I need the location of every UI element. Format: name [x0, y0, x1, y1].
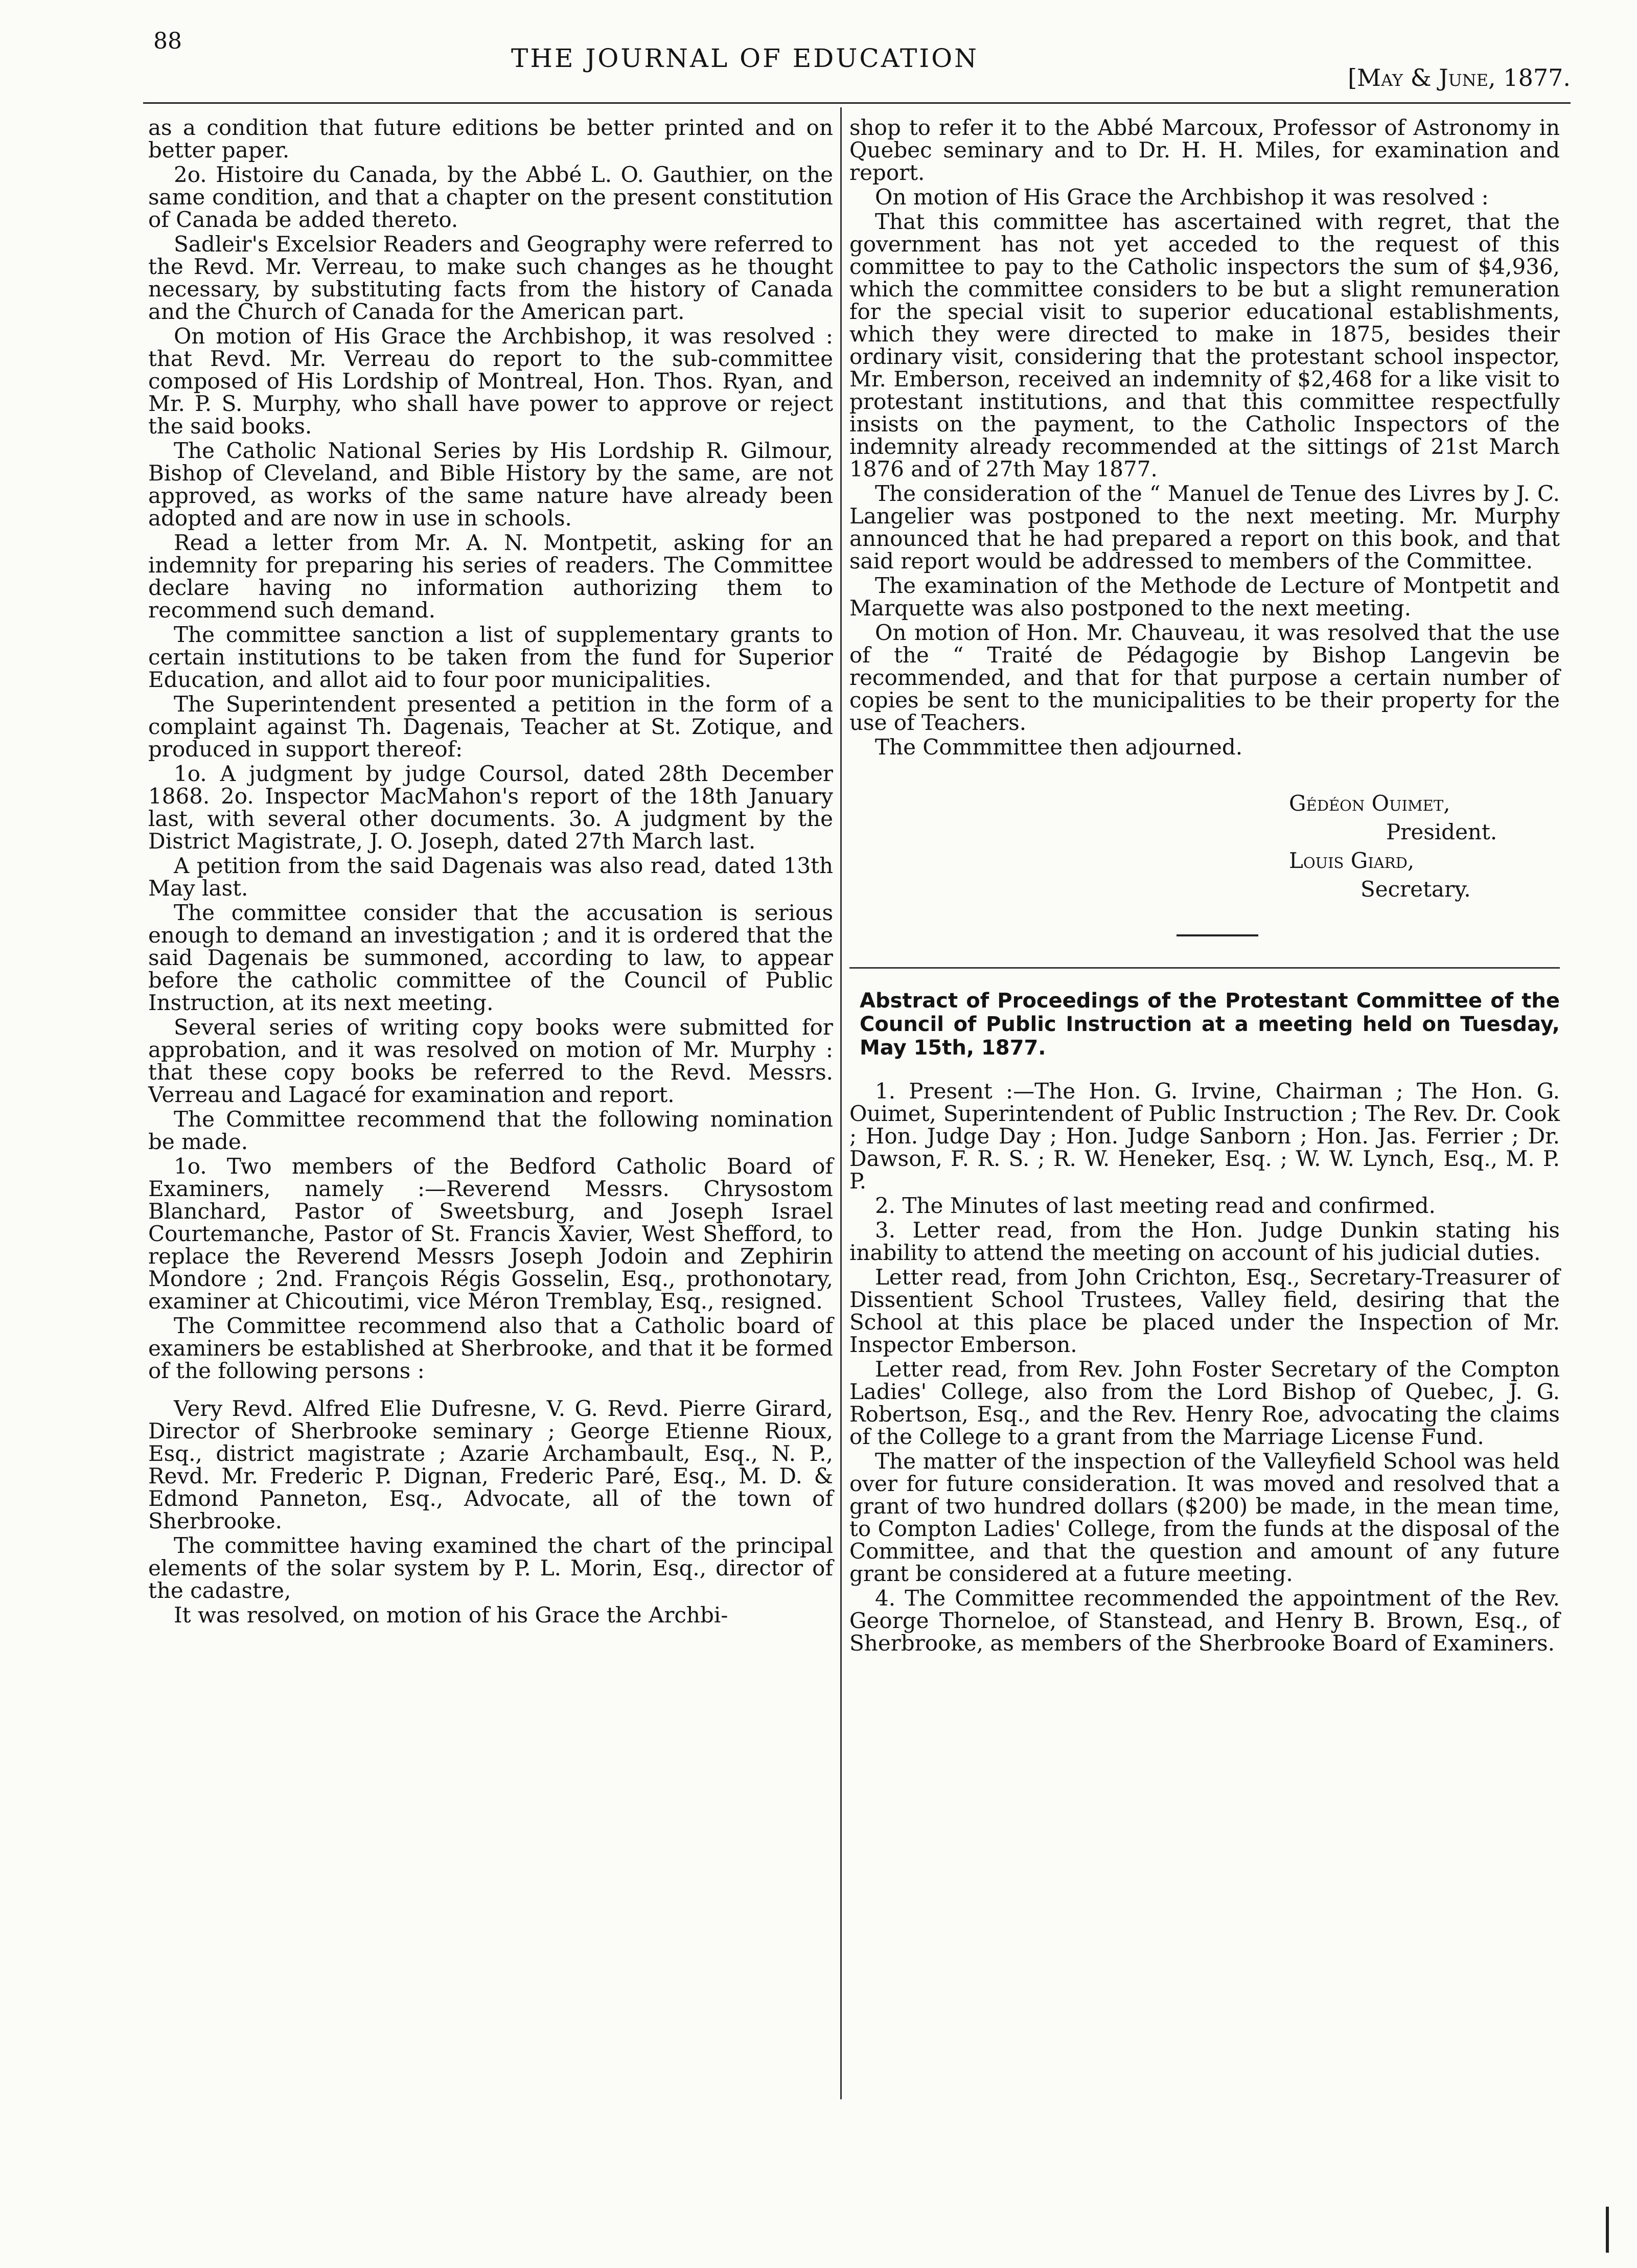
paragraph: That this committee has ascertained with regret, that the government has not yet acceded to the request of this committee to pay to the Catholic inspectors the sum of $4,936, which the committee considers to be but a slight remuneration for the special visit to superior educational establishments, which they were directed to make in 1875, besides their ordinary visit, considering that the protestant school inspector, Mr. Emberson, received an indemnity of $2,468 for a like visit to protestant institutions, and that this committee respectfully insists on the payment, to the Catholic Inspectors of the indemnity already recommended at the sittings of 21st March 1876 and of 27th May 1877.: [849, 209, 1560, 482]
paragraph: The committee consider that the accusation is serious enough to demand an investigation ; and it is ordered that the said Dagenais be summoned, according to law, to appear before the catholic committee of the Council of Public Instruction, at its next meeting.: [148, 900, 833, 1015]
running-title: THE JOURNAL OF EDUCATION: [511, 43, 979, 73]
paragraph: shop to refer it to the Abbé Marcoux, Professor of Astronomy in Quebec seminary and to Dr. H. H. Miles, for examination and report.: [849, 115, 1560, 185]
paragraph: On motion of Hon. Mr. Chauveau, it was resolved that the use of the “ Traité de Pédagogie by Bishop Langevin be recommended, and that for that purpose a certain number of copies be sent to the municipalities to be their property for the use of Teachers.: [849, 620, 1560, 735]
section-rule-short: [1177, 934, 1258, 936]
paragraph: The Committee recommend also that a Catholic board of examiners be established at Sherbrooke, and that it be formed of the following persons :: [148, 1313, 833, 1383]
issue-year: 1877.: [1503, 64, 1571, 91]
paragraph: The consideration of the “ Manuel de Tenue des Livres by J. C. Langelier was postponed to the next meeting. Mr. Murphy announced that he had prepared a report on this book, and that said report would be addressed to members of the Committee.: [849, 481, 1560, 574]
paragraph: The examination of the Methode de Lecture of Montpetit and Marquette was also postponed to the next meeting.: [849, 573, 1560, 621]
section-rule-full: [849, 967, 1560, 969]
paragraph: 2. The Minutes of last meeting read and confirmed.: [875, 1193, 1436, 1218]
paragraph: The committee sanction a list of supplementary grants to certain institutions to be taken from the fund for Superior Education, and allot aid to four poor municipalities.: [148, 622, 833, 692]
column-divider: [840, 107, 842, 2099]
paragraph: 2o. Histoire du Canada, by the Abbé L. O. Gauthier, on the same condition, and that a chapter on the present constitution of Canada be added thereto.: [148, 162, 833, 232]
paragraph: The matter of the inspection of the Valleyfield School was held over for future consideration. It was moved and resolved that a grant of two hundred dollars ($200) be made, in the mean time, to Compton Ladies' College, from the funds at the disposal of the Committee, and that the question and amount of any future grant be considered at a future meeting.: [849, 1449, 1560, 1586]
paragraph: Several series of writing copy books were submitted for approbation, and it was resolved on motion of Mr. Murphy : that these copy books be referred to the Revd. Messrs. Verreau and Lagacé for examination and report.: [148, 1015, 833, 1107]
issue-date: [1348, 64, 1571, 91]
paragraph: The Commmittee then adjourned.: [875, 735, 1243, 760]
paragraph: 1o. Two members of the Bedford Catholic Board of Examiners, namely :—Reverend Messrs. Chrysostom Blanchard, Pastor of Sweetsburg, and Joseph Israel Courtemanche, Pastor of St. Francis Xavier, West Shefford, to replace the Reverend Messrs Joseph Jodoin and Zephirin Mondore ; 2nd. François Régis Gosselin, Esq., prothonotary, examiner at Chicoutimi, vice Méron Tremblay, Esq., resigned.: [148, 1154, 833, 1314]
secretary-title: Secretary.: [1361, 877, 1471, 902]
paragraph: as a condition that future editions be better printed and on better paper.: [148, 115, 833, 163]
paragraph: 1o. A judgment by judge Coursol, dated 28th December 1868. 2o. Inspector MacMahon's report of the 18th January last, with several other documents. 3o. A judgment by the District Magistrate, J. O. Joseph, dated 27th March last.: [148, 761, 833, 854]
paragraph: The Superintendent presented a petition in the form of a complaint against Th. Dagenais, Teacher at St. Zotique, and produced in support thereof:: [148, 692, 833, 762]
ink-mark: [1606, 2207, 1609, 2253]
paragraph: 1. Present :—The Hon. G. Irvine, Chairman ; The Hon. G. Ouimet, Superintendent of Public Instruction ; The Rev. Dr. Cook ; Hon. Judge Day ; Hon. Judge Sanborn ; Hon. Jas. Ferrier ; Dr. Dawson, F. R. S. ; R. W. Heneker, Esq. ; W. W. Lynch, Esq., M. P. P.: [849, 1079, 1560, 1194]
left-column: [148, 117, 833, 1629]
paragraph: Letter read, from John Crichton, Esq., Secretary-Treasurer of Dissentient School Trustees, Valley field, desiring that the School at this place be placed under the Inspection of Mr. Inspector Emberson.: [849, 1265, 1560, 1357]
paragraph: Very Revd. Alfred Elie Dufresne, V. G. Revd. Pierre Girard, Director of Sherbrooke seminary ; George Etienne Rioux, Esq., district magistrate ; Azarie Archambault, Esq., N. P., Revd. Mr. Frederic P. Dignan, Frederic Paré, Esq., M. D. & Edmond Panneton, Esq., Advocate, all of the town of Sherbrooke.: [148, 1396, 833, 1533]
paragraph: A petition from the said Dagenais was also read, dated 13th May last.: [148, 853, 833, 901]
right-column: [849, 117, 1560, 1657]
paragraph: Read a letter from Mr. A. N. Montpetit, asking for an indemnity for preparing his series of readers. The Committee declare having no information authorizing them to recommend such demand.: [148, 530, 833, 623]
president-title: President.: [1386, 819, 1497, 844]
paragraph: On motion of His Grace the Archbishop it was resolved :: [875, 185, 1489, 210]
paragraph: Sadleir's Excelsior Readers and Geography were referred to the Revd. Mr. Verreau, to make such changes as he thought necessary, by substituting facts from the history of Canada and the Church of Canada for the American part.: [148, 232, 833, 324]
issue-month: [May & June,: [1348, 64, 1496, 91]
secretary-name: Louis Giard,: [1289, 848, 1415, 873]
paragraph: Letter read, from Rev. John Foster Secretary of the Compton Ladies' College, also from the Lord Bishop of Quebec, J. G. Robertson, Esq., and the Rev. Henry Roe, advocating the claims of the College to a grant from the Marriage License Fund.: [849, 1357, 1560, 1449]
paragraph: The Committee recommend that the following nomination be made.: [148, 1107, 833, 1154]
paragraph: The committee having examined the chart of the principal elements of the solar system by P. L. Morin, Esq., director of the cadastre,: [148, 1533, 833, 1603]
paragraph: 4. The Committee recommended the appointment of the Rev. George Thorneloe, of Stanstead, and Henry B. Brown, Esq., of Sherbrooke, as members of the Sherbrooke Board of Examiners.: [849, 1586, 1560, 1656]
page-number: 88: [153, 28, 182, 54]
paragraph: The Catholic National Series by His Lordship R. Gilmour, Bishop of Cleveland, and Bible History by the same, are not approved, as works of the same nature have already been adopted and are now in use in schools.: [148, 438, 833, 531]
abstract-heading: Abstract of Proceedings of the Protestant Committee of the Council of Public Instruction at a meeting held on Tuesday, May 15th, 1877.: [860, 989, 1560, 1060]
paragraph: It was resolved, on motion of his Grace the Archbi-: [174, 1602, 728, 1628]
paragraph: On motion of His Grace the Archbishop, it was resolved : that Revd. Mr. Verreau do report to the sub-committee composed of His Lordship of Montreal, Hon. Thos. Ryan, and Mr. P. S. Murphy, who shall have power to approve or reject the said books.: [148, 324, 833, 439]
paragraph: 3. Letter read, from the Hon. Judge Dunkin stating his inability to attend the meeting on account of his judicial duties.: [849, 1218, 1560, 1265]
header-rule: [143, 102, 1571, 104]
signature-block: [849, 789, 1560, 904]
president-name: Gédéon Ouimet,: [1289, 791, 1450, 816]
